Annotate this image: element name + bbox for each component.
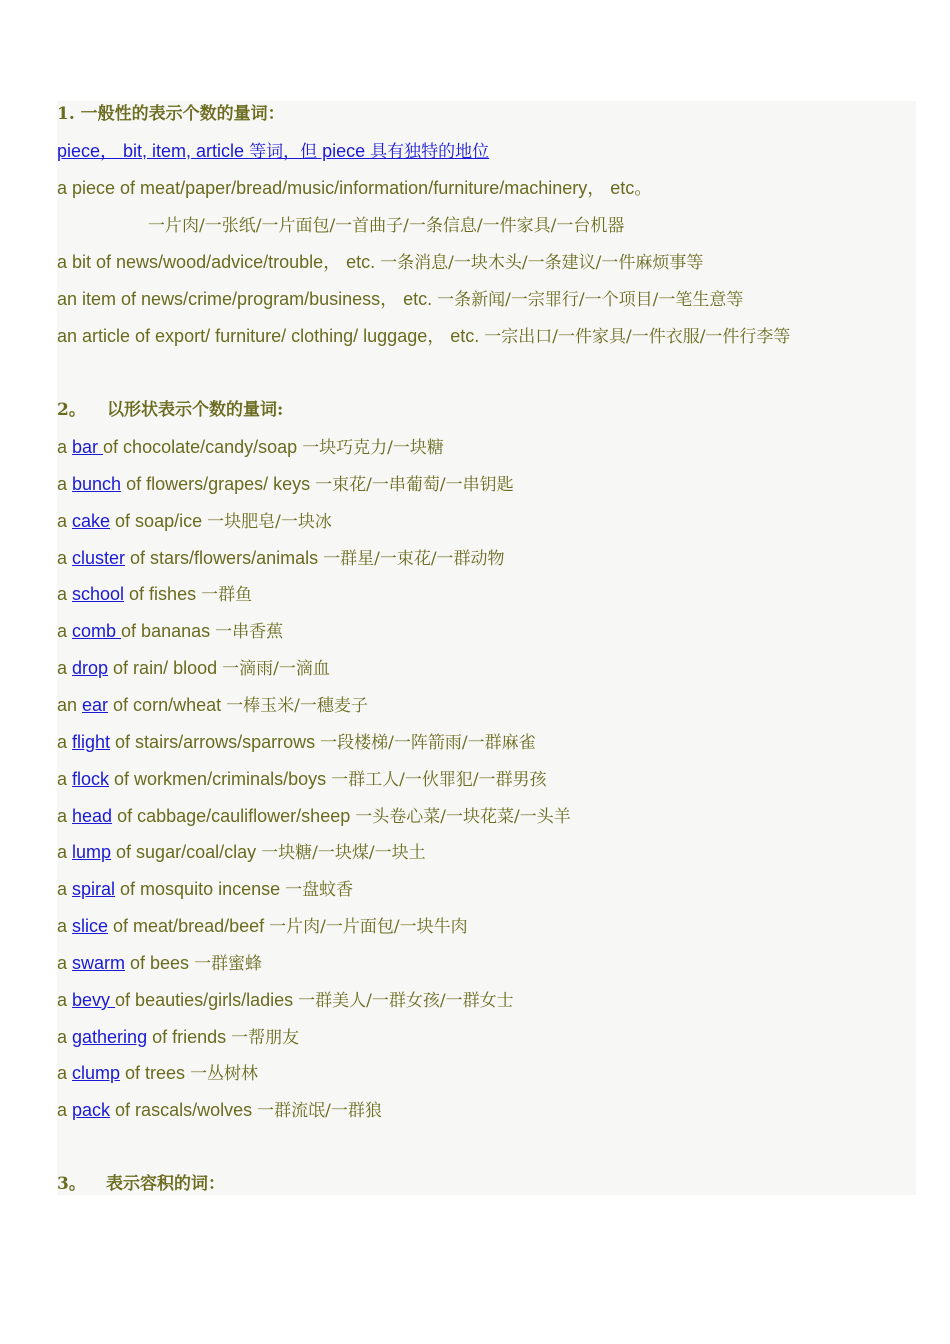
measure-word-row — [57, 950, 262, 976]
example-phrase: of corn/wheat — [108, 695, 227, 715]
measure-word-link[interactable]: flock — [72, 769, 110, 789]
article-word: a — [57, 842, 73, 862]
chinese-translation: 一束花/一串葡萄/一串钥匙 — [315, 475, 514, 495]
example-phrase: of fishes — [124, 584, 202, 604]
measure-word-row — [57, 618, 283, 644]
measure-word-link[interactable]: pack — [72, 1100, 111, 1120]
measure-word-row — [57, 1097, 382, 1123]
chinese-translation: 一群星/一束花/一群动物 — [323, 549, 505, 569]
article-word: a — [57, 584, 73, 604]
measure-word-link[interactable]: cluster — [72, 548, 126, 568]
example-phrase: of sugar/coal/clay — [111, 842, 262, 862]
example-phrase: of workmen/criminals/boys — [109, 769, 332, 789]
chinese-translation: 一群流氓/一群狼 — [257, 1101, 382, 1121]
measure-word-link[interactable]: comb — [72, 621, 122, 641]
measure-word-link[interactable]: lump — [72, 842, 112, 862]
chinese-translation: 一群鱼 — [201, 585, 253, 605]
measure-word-link[interactable]: swarm — [72, 953, 126, 973]
measure-word-row — [57, 839, 426, 865]
measure-word-row — [57, 1060, 258, 1086]
chinese-translation: 一块巧克力/一块糖 — [302, 438, 444, 458]
measure-word-row — [57, 1024, 299, 1050]
chinese-translation: 一段楼梯/一阵箭雨/一群麻雀 — [320, 733, 536, 753]
article-word: a — [57, 474, 73, 494]
example-phrase: of mosquito incense — [115, 879, 286, 899]
article-word: a — [57, 769, 73, 789]
example-phrase: of chocolate/candy/soap — [103, 437, 303, 457]
example-phrase: of cabbage/cauliflower/sheep — [112, 806, 356, 826]
measure-word-link[interactable]: school — [72, 584, 125, 604]
chinese-translation: 一棒玉米/一穗麦子 — [226, 696, 368, 716]
article-word: a — [57, 1100, 73, 1120]
article-word: a — [57, 511, 73, 531]
measure-word-link[interactable]: cake — [72, 511, 111, 531]
measure-word-row — [57, 692, 368, 718]
measure-word-link[interactable]: gathering — [72, 1027, 148, 1047]
chinese-translation: 一群工人/一伙罪犯/一群男孩 — [331, 770, 547, 790]
piece-translation: 一片肉/一张纸/一片面包/一首曲子/一条信息/一件家具/一台机器 — [148, 216, 625, 236]
example-phrase: of rain/ blood — [108, 658, 223, 678]
chinese-translation: 一盘蚊香 — [285, 880, 354, 900]
chinese-translation: 一头卷心菜/一块花菜/一头羊 — [355, 807, 571, 827]
article-word: a — [57, 548, 73, 568]
bit-example: a bit of news/wood/advice/trouble， etc. 一条消息/一块木头/一条建议/一件麻烦事等 — [57, 252, 704, 273]
example-phrase: of trees — [120, 1063, 191, 1083]
section3-heading: 3。 表示容积的词： — [57, 1174, 225, 1194]
article-word: an — [57, 695, 83, 715]
article-word: a — [57, 437, 73, 457]
chinese-translation: 一群美人/一群女孩/一群女士 — [298, 991, 514, 1011]
chinese-translation: 一串香蕉 — [215, 622, 284, 642]
measure-word-row — [57, 803, 571, 829]
measure-word-row — [57, 913, 468, 939]
measure-word-link[interactable]: head — [72, 806, 113, 826]
item-example: an item of news/crime/program/business， etc. 一条新闻/一宗罪行/一个项目/一笔生意等 — [57, 289, 744, 310]
section1-intro-link[interactable]: piece， bit, item, article 等词，但 piece 具有独特的地位 — [57, 141, 490, 162]
measure-word-row — [57, 508, 332, 534]
section1-heading: 1. 一般性的表示个数的量词： — [57, 104, 285, 124]
measure-word-link[interactable]: drop — [72, 658, 109, 678]
chinese-translation: 一片肉/一片面包/一块牛肉 — [269, 917, 468, 937]
measure-word-row — [57, 434, 444, 460]
measure-word-row — [57, 876, 353, 902]
article-word: a — [57, 658, 73, 678]
example-phrase: of stars/flowers/animals — [125, 548, 324, 568]
example-phrase: of rascals/wolves — [110, 1100, 258, 1120]
section2-heading: 2。 以形状表示个数的量词: — [57, 400, 284, 420]
example-phrase: of soap/ice — [110, 511, 208, 531]
example-phrase: of bananas — [121, 621, 216, 641]
example-phrase: of beauties/girls/ladies — [115, 990, 299, 1010]
article-word: a — [57, 879, 73, 899]
measure-word-link[interactable]: spiral — [72, 879, 116, 899]
measure-word-link[interactable]: clump — [72, 1063, 121, 1083]
article-word: a — [57, 621, 73, 641]
example-phrase: of flowers/grapes/ keys — [121, 474, 316, 494]
example-phrase: of bees — [125, 953, 195, 973]
example-phrase: of friends — [147, 1027, 232, 1047]
article-word: a — [57, 1027, 73, 1047]
article-word: a — [57, 990, 73, 1010]
chinese-translation: 一块肥皂/一块冰 — [207, 512, 332, 532]
piece-example: a piece of meat/paper/bread/music/information/furniture/machinery， etc。 — [57, 178, 653, 198]
measure-word-row — [57, 545, 505, 571]
measure-word-link[interactable]: bar — [72, 437, 104, 457]
measure-word-link[interactable]: slice — [72, 916, 109, 936]
chinese-translation: 一群蜜蜂 — [194, 954, 263, 974]
measure-word-row — [57, 766, 547, 792]
measure-word-row — [57, 581, 252, 607]
measure-word-link[interactable]: bevy — [72, 990, 116, 1010]
measure-word-link[interactable]: ear — [82, 695, 109, 715]
measure-word-link[interactable]: bunch — [72, 474, 122, 494]
article-word: a — [57, 732, 73, 752]
article-word: a — [57, 1063, 73, 1083]
measure-word-row — [57, 729, 536, 755]
chinese-translation: 一帮朋友 — [231, 1028, 300, 1048]
measure-word-row — [57, 987, 514, 1013]
chinese-translation: 一块糖/一块煤/一块土 — [261, 843, 426, 863]
chinese-translation: 一丛树林 — [190, 1064, 259, 1084]
article-word: a — [57, 916, 73, 936]
measure-word-row — [57, 655, 330, 681]
measure-word-link[interactable]: flight — [72, 732, 111, 752]
example-phrase: of meat/bread/beef — [108, 916, 270, 936]
article-word: a — [57, 806, 73, 826]
measure-word-row — [57, 471, 514, 497]
article-word: a — [57, 953, 73, 973]
article-example: an article of export/ furniture/ clothing/ luggage， etc. 一宗出口/一件家具/一件衣服/一件行李等 — [57, 326, 791, 347]
chinese-translation: 一滴雨/一滴血 — [222, 659, 330, 679]
example-phrase: of stairs/arrows/sparrows — [110, 732, 321, 752]
